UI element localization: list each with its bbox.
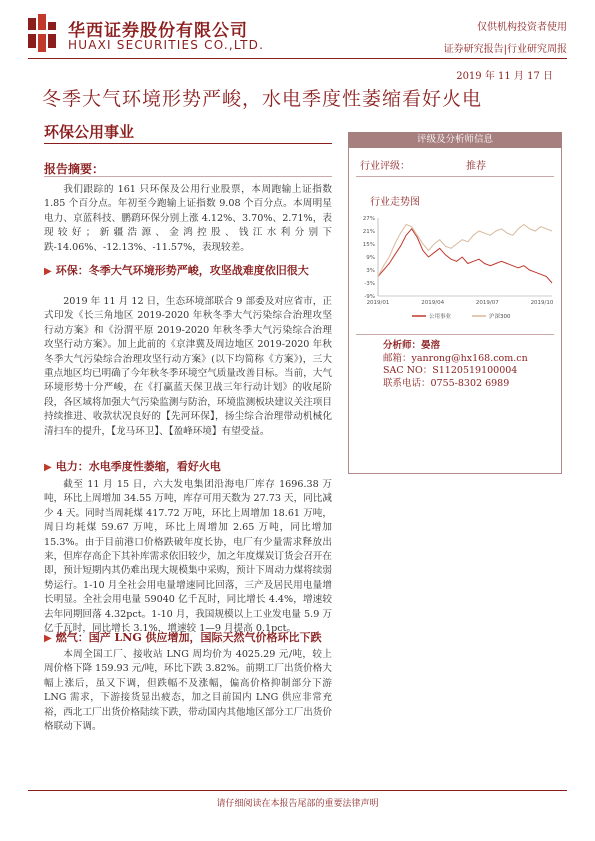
header-divider bbox=[28, 58, 567, 59]
x-tick-label: 2019/01 bbox=[366, 300, 390, 306]
footer-divider bbox=[28, 790, 567, 791]
x-tick-label: 2019/07 bbox=[475, 300, 499, 306]
y-tick-label: 21% bbox=[362, 229, 375, 235]
section-heading-power-text: 电力：水电季度性萎缩，看好火电 bbox=[55, 460, 221, 473]
section-heading-gas-text: 燃气：国产 LNG 供应增加，国际天然气价格环比下跌 bbox=[55, 631, 322, 644]
panel-divider bbox=[356, 176, 554, 177]
analyst-email: 邮箱：yanrong@hx168.com.cn bbox=[383, 352, 528, 364]
triangle-bullet-icon: ▶ bbox=[44, 266, 52, 277]
section-heading-power bbox=[44, 459, 332, 475]
analyst-name: 分析师：晏溶 bbox=[383, 340, 441, 351]
summary-divider bbox=[44, 176, 332, 177]
y-tick-label: 3% bbox=[366, 268, 375, 274]
company-name-en: HUAXI SECURITIES CO.,LTD. bbox=[68, 38, 265, 52]
trend-chart bbox=[352, 210, 558, 328]
y-tick-label: 27% bbox=[362, 216, 375, 222]
y-tick-label: -9% bbox=[364, 294, 375, 300]
analyst-phone: 联系电话：0755-8302 6989 bbox=[383, 377, 510, 389]
section-body-env: 2019 年 11 月 12 日，生态环境部联合 9 部委及对应省市，正式印发《长三角地区 2019-2020 年秋冬季大气污染综合治理攻坚行动方案》和《汾渭平原 2019-2020 年秋冬季大气污染综合治理攻坚行动方案》。加上此前的《京津冀及周边地区 2019-2020 年秋冬季大气污染综合治理攻坚行动方案》(以下均简称《方案》)，三大重点地区均已明确了今年秋冬季环境空气质量改善目标。当前，大气环境形势十分严峻，在《打赢蓝天保卫战三年行动计划》的收尾阶段，各区域将加强大气污染监测与防治，环境监测板块建议关注项目持续推进、收款状况良好的【先河环保】，扬尘综合治理带动机械化清扫车的提升，【龙马环卫】、【盈峰环境】有望受益。 bbox=[44, 296, 332, 437]
info-panel-header: 评级及分析师信息 bbox=[348, 132, 562, 148]
panel-divider bbox=[356, 334, 554, 335]
analyst-sac: SAC NO：S1120519100004 bbox=[383, 365, 518, 377]
section-heading-gas bbox=[44, 630, 344, 646]
section-body-power: 截至 11 月 15 日，六大发电集团沿海电厂库存 1696.38 万吨，环比上周增加 34.55 万吨，库存可用天数为 27.73 天，同比减少 4 天。同时当周耗煤 417.72 万吨，环比上周增加 18.61 万吨，周日均耗煤 59.67 万吨，环比上周增加 2.65 万吨，同比增加 15.3%。由于目前港口价格跌破年度长协，电厂有少量需求释放出来，但库存高企下其补库需求依旧较少，加之年度煤炭订货会召开在即，预计短期内其仍难出现大规模集中采购，预计下周动力煤将续弱势运行。1-10 月全社会用电量增速同比回落，三产及居民用电量增长明显。全社会用电量 59040 亿千瓦时，同比增长 4.4%，增速较去年同期回落 4.32pct。1-10 月，我国规模以上工业发电量 5.9 万亿千瓦时，同比增长 3.1%，增速较 1—9 月提高 0.1pct。 bbox=[44, 479, 332, 635]
legend-label: 沪深300 bbox=[489, 314, 511, 320]
report-title: 冬季大气环境形势严峻，水电季度性萎缩看好火电 bbox=[42, 88, 483, 110]
report-type-tag: 证券研究报告|行业研究周报 bbox=[443, 44, 567, 55]
section-heading-env bbox=[44, 263, 332, 279]
y-tick-label: 9% bbox=[366, 255, 375, 261]
analyst-info bbox=[383, 340, 528, 390]
y-tick-label: 15% bbox=[362, 242, 375, 248]
section-body-gas: 本周全国工厂、接收站 LNG 周均价为 4025.29 元/吨，较上周价格下降 159.93 元/吨，环比下跌 3.82%。前期工厂出货价格大幅上涨后，虽又下调，但跌幅不及涨幅，偏高价格抑制部分下游 LNG 需求，下游接货显出疲态，加之目前国内 LNG 供应非常充裕，西北工厂出货价格陆续下跌，带动国内其他地区部分工厂出货价格联动下调。 bbox=[44, 649, 332, 733]
legal-notice: 请仔细阅读在本报告尾部的重要法律声明 bbox=[216, 799, 379, 809]
summary-heading: 报告摘要： bbox=[44, 162, 105, 176]
trend-chart-title: 行业走势图 bbox=[370, 197, 420, 208]
legend-label: 公用事业 bbox=[429, 314, 452, 320]
sector-name: 环保公用事业 bbox=[44, 123, 135, 141]
x-tick-label: 2019/04 bbox=[421, 300, 445, 306]
y-tick-label: -3% bbox=[364, 281, 375, 287]
report-date: 2019 年 11 月 17 日 bbox=[456, 71, 553, 82]
x-tick-label: 2019/10 bbox=[530, 300, 554, 306]
series-line-0 bbox=[378, 229, 552, 283]
rating-label: 行业评级： bbox=[360, 161, 410, 172]
sector-divider bbox=[44, 143, 332, 144]
triangle-bullet-icon: ▶ bbox=[44, 633, 52, 644]
company-name-cn: 华西证券股份有限公司 bbox=[68, 21, 248, 41]
summary-paragraph: 我们跟踪的 161 只环保及公用行业股票，本周跑输上证指数 1.85 个百分点。年初至今跑输上证指数 9.08 个百分点。本周明星电力、京蓝科技、鹏鹞环保分别上涨 4.12%、3.70%、2.71%，表现较好；新疆浩源、金鸿控股、钱江水利分别下跌-14.06%、-12.13%、-11.57%，表现较差。 bbox=[44, 184, 332, 253]
triangle-bullet-icon: ▶ bbox=[44, 462, 52, 473]
series-line-1 bbox=[378, 225, 552, 277]
rating-value: 推荐 bbox=[466, 161, 486, 172]
audience-tag: 仅供机构投资者使用 bbox=[477, 22, 567, 33]
section-heading-env-text: 环保：冬季大气环境形势严峻，攻坚战难度依旧很大 bbox=[55, 264, 309, 277]
huaxi-logo bbox=[28, 14, 58, 52]
